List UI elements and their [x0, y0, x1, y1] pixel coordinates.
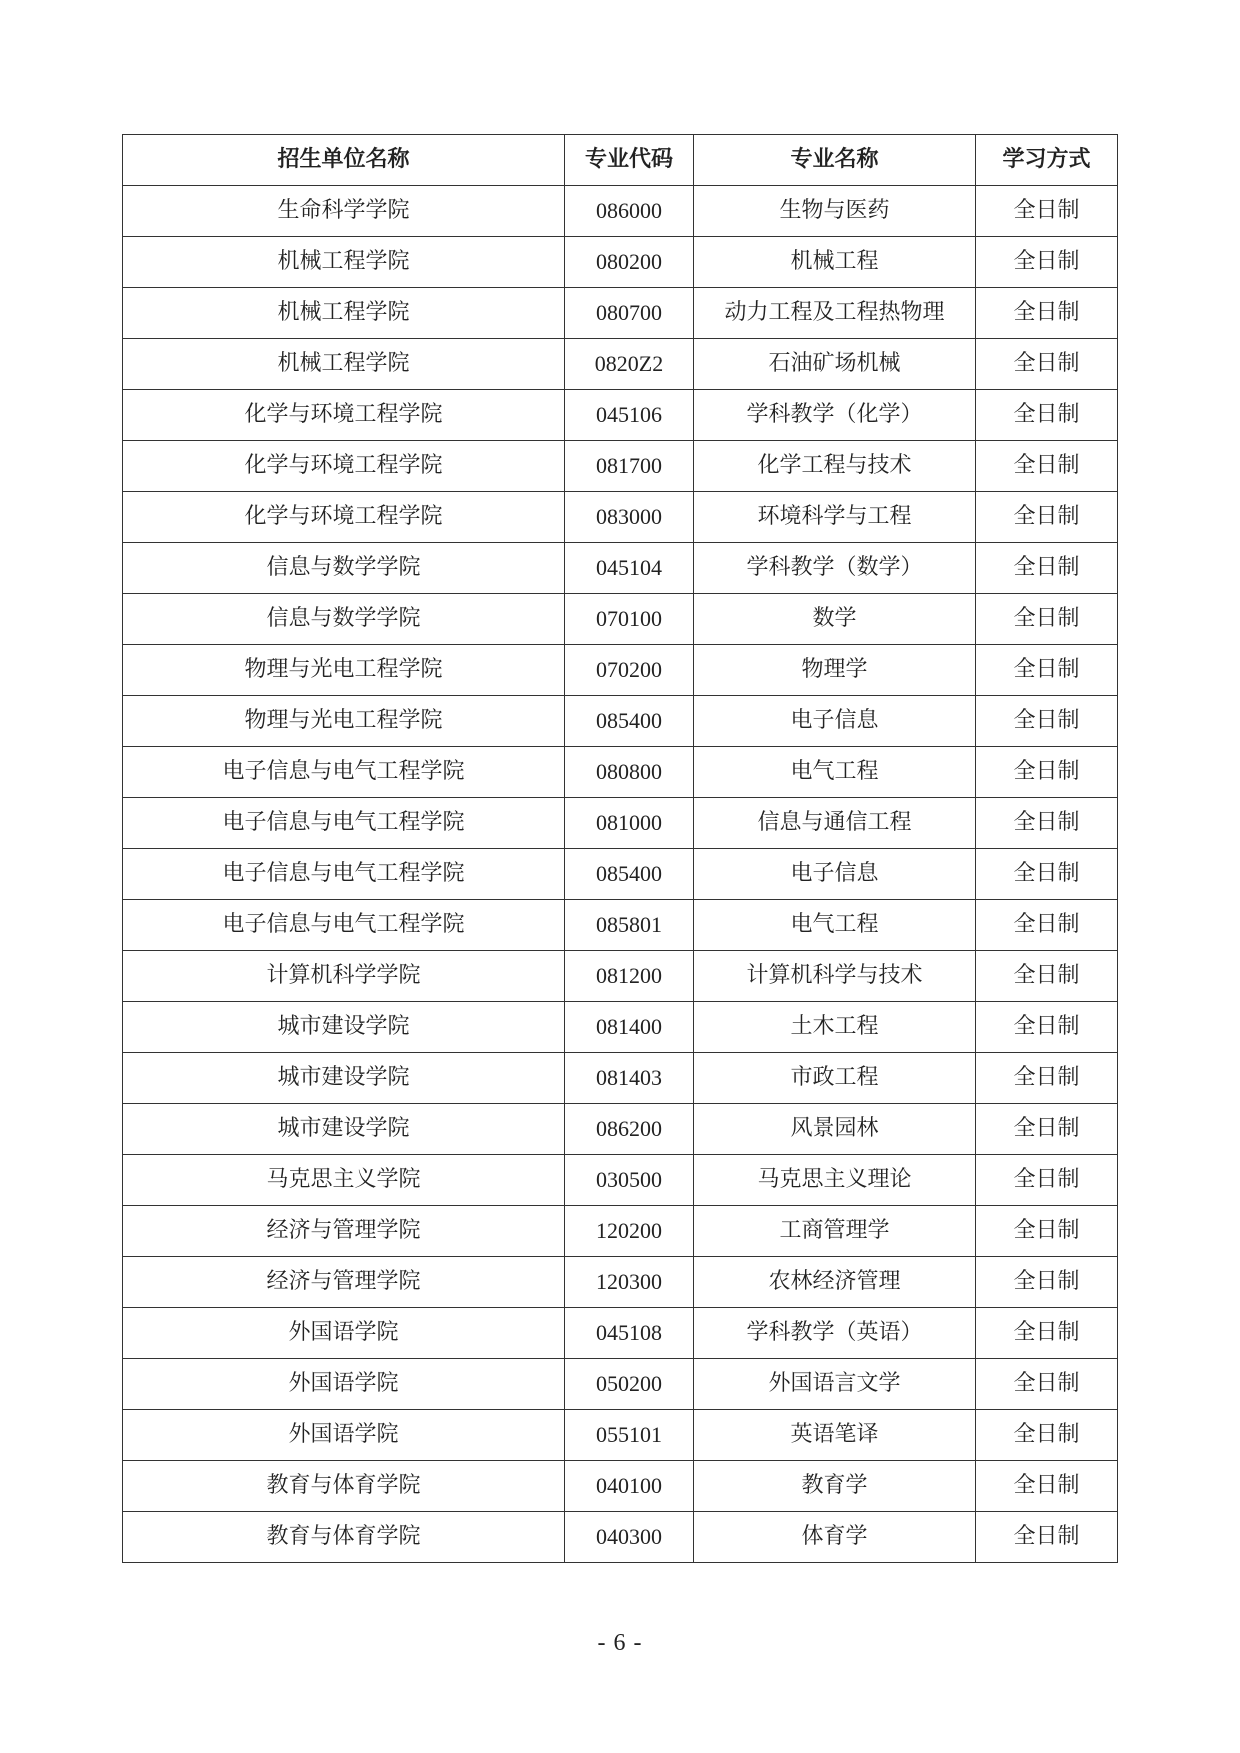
- cell-major-name: 学科教学（数学）: [694, 543, 976, 594]
- table-row: [123, 288, 1118, 339]
- table-row: [123, 492, 1118, 543]
- cell-study-mode: 全日制: [976, 237, 1118, 288]
- table-row: [123, 1512, 1118, 1563]
- cell-study-mode: 全日制: [976, 339, 1118, 390]
- cell-major-name: 工商管理学: [694, 1206, 976, 1257]
- table-row: [123, 1410, 1118, 1461]
- cell-unit-name: 教育与体育学院: [123, 1512, 565, 1563]
- cell-unit-name: 物理与光电工程学院: [123, 696, 565, 747]
- cell-study-mode: 全日制: [976, 1359, 1118, 1410]
- cell-major-code: 085400: [565, 849, 694, 900]
- cell-study-mode: 全日制: [976, 900, 1118, 951]
- cell-unit-name: 电子信息与电气工程学院: [123, 747, 565, 798]
- cell-major-code: 080800: [565, 747, 694, 798]
- table-row: [123, 1257, 1118, 1308]
- cell-major-code: 080700: [565, 288, 694, 339]
- cell-major-name: 马克思主义理论: [694, 1155, 976, 1206]
- table-row: [123, 1308, 1118, 1359]
- cell-unit-name: 教育与体育学院: [123, 1461, 565, 1512]
- cell-study-mode: 全日制: [976, 696, 1118, 747]
- table-row: [123, 747, 1118, 798]
- cell-major-code: 070200: [565, 645, 694, 696]
- cell-major-code: 080200: [565, 237, 694, 288]
- table-body: [123, 186, 1118, 1563]
- cell-major-name: 信息与通信工程: [694, 798, 976, 849]
- page-number: - 6 -: [597, 1630, 643, 1656]
- cell-study-mode: 全日制: [976, 1512, 1118, 1563]
- cell-major-code: 050200: [565, 1359, 694, 1410]
- table-row: [123, 696, 1118, 747]
- cell-major-name: 英语笔译: [694, 1410, 976, 1461]
- table-row: [123, 1104, 1118, 1155]
- table-row: [123, 900, 1118, 951]
- cell-study-mode: 全日制: [976, 951, 1118, 1002]
- cell-unit-name: 机械工程学院: [123, 339, 565, 390]
- admissions-table: [122, 134, 1118, 1563]
- cell-unit-name: 信息与数学学院: [123, 594, 565, 645]
- cell-major-name: 动力工程及工程热物理: [694, 288, 976, 339]
- cell-study-mode: 全日制: [976, 645, 1118, 696]
- cell-major-name: 电气工程: [694, 900, 976, 951]
- cell-major-code: 120300: [565, 1257, 694, 1308]
- table-row: [123, 339, 1118, 390]
- cell-major-name: 生物与医药: [694, 186, 976, 237]
- cell-major-code: 083000: [565, 492, 694, 543]
- cell-unit-name: 外国语学院: [123, 1410, 565, 1461]
- cell-major-code: 040300: [565, 1512, 694, 1563]
- cell-major-code: 045106: [565, 390, 694, 441]
- cell-study-mode: 全日制: [976, 186, 1118, 237]
- cell-unit-name: 电子信息与电气工程学院: [123, 900, 565, 951]
- table-row: [123, 798, 1118, 849]
- cell-unit-name: 化学与环境工程学院: [123, 441, 565, 492]
- table-header-row: [123, 135, 1118, 186]
- cell-major-code: 0820Z2: [565, 339, 694, 390]
- cell-major-name: 电子信息: [694, 696, 976, 747]
- cell-major-name: 计算机科学与技术: [694, 951, 976, 1002]
- cell-study-mode: 全日制: [976, 1206, 1118, 1257]
- header-study-mode: 学习方式: [976, 135, 1118, 186]
- cell-unit-name: 城市建设学院: [123, 1002, 565, 1053]
- cell-major-code: 081700: [565, 441, 694, 492]
- cell-unit-name: 机械工程学院: [123, 288, 565, 339]
- cell-major-name: 数学: [694, 594, 976, 645]
- cell-study-mode: 全日制: [976, 849, 1118, 900]
- cell-study-mode: 全日制: [976, 747, 1118, 798]
- cell-unit-name: 电子信息与电气工程学院: [123, 798, 565, 849]
- cell-major-name: 环境科学与工程: [694, 492, 976, 543]
- cell-unit-name: 化学与环境工程学院: [123, 390, 565, 441]
- table-row: [123, 237, 1118, 288]
- cell-unit-name: 物理与光电工程学院: [123, 645, 565, 696]
- cell-study-mode: 全日制: [976, 594, 1118, 645]
- cell-major-name: 土木工程: [694, 1002, 976, 1053]
- header-major-name: 专业名称: [694, 135, 976, 186]
- cell-study-mode: 全日制: [976, 1155, 1118, 1206]
- cell-major-name: 农林经济管理: [694, 1257, 976, 1308]
- cell-major-name: 电气工程: [694, 747, 976, 798]
- cell-unit-name: 经济与管理学院: [123, 1206, 565, 1257]
- cell-study-mode: 全日制: [976, 492, 1118, 543]
- table-row: [123, 1155, 1118, 1206]
- cell-unit-name: 计算机科学学院: [123, 951, 565, 1002]
- table-row: [123, 1053, 1118, 1104]
- table-row: [123, 1002, 1118, 1053]
- cell-unit-name: 机械工程学院: [123, 237, 565, 288]
- cell-unit-name: 外国语学院: [123, 1359, 565, 1410]
- cell-major-code: 085801: [565, 900, 694, 951]
- cell-study-mode: 全日制: [976, 1410, 1118, 1461]
- cell-major-code: 040100: [565, 1461, 694, 1512]
- table-row: [123, 543, 1118, 594]
- cell-study-mode: 全日制: [976, 1104, 1118, 1155]
- cell-major-code: 086000: [565, 186, 694, 237]
- cell-major-code: 070100: [565, 594, 694, 645]
- table-row: [123, 441, 1118, 492]
- cell-major-code: 081200: [565, 951, 694, 1002]
- cell-major-name: 体育学: [694, 1512, 976, 1563]
- cell-major-name: 学科教学（英语）: [694, 1308, 976, 1359]
- cell-unit-name: 城市建设学院: [123, 1104, 565, 1155]
- cell-major-code: 045108: [565, 1308, 694, 1359]
- cell-major-name: 学科教学（化学）: [694, 390, 976, 441]
- cell-major-name: 化学工程与技术: [694, 441, 976, 492]
- cell-major-code: 086200: [565, 1104, 694, 1155]
- table-row: [123, 1461, 1118, 1512]
- cell-unit-name: 马克思主义学院: [123, 1155, 565, 1206]
- cell-study-mode: 全日制: [976, 798, 1118, 849]
- cell-major-code: 081000: [565, 798, 694, 849]
- cell-major-name: 物理学: [694, 645, 976, 696]
- cell-major-name: 机械工程: [694, 237, 976, 288]
- table-row: [123, 951, 1118, 1002]
- cell-major-code: 045104: [565, 543, 694, 594]
- cell-unit-name: 信息与数学学院: [123, 543, 565, 594]
- cell-major-code: 081403: [565, 1053, 694, 1104]
- cell-study-mode: 全日制: [976, 441, 1118, 492]
- cell-unit-name: 化学与环境工程学院: [123, 492, 565, 543]
- cell-major-name: 风景园林: [694, 1104, 976, 1155]
- cell-study-mode: 全日制: [976, 1257, 1118, 1308]
- header-major-code: 专业代码: [565, 135, 694, 186]
- table-row: [123, 594, 1118, 645]
- cell-unit-name: 城市建设学院: [123, 1053, 565, 1104]
- cell-unit-name: 电子信息与电气工程学院: [123, 849, 565, 900]
- cell-study-mode: 全日制: [976, 1002, 1118, 1053]
- cell-major-code: 120200: [565, 1206, 694, 1257]
- cell-major-name: 石油矿场机械: [694, 339, 976, 390]
- cell-major-code: 030500: [565, 1155, 694, 1206]
- header-unit-name: 招生单位名称: [123, 135, 565, 186]
- cell-major-code: 081400: [565, 1002, 694, 1053]
- cell-major-code: 055101: [565, 1410, 694, 1461]
- cell-study-mode: 全日制: [976, 1308, 1118, 1359]
- table-row: [123, 390, 1118, 441]
- cell-study-mode: 全日制: [976, 543, 1118, 594]
- table-row: [123, 849, 1118, 900]
- table-row: [123, 645, 1118, 696]
- cell-major-name: 外国语言文学: [694, 1359, 976, 1410]
- cell-study-mode: 全日制: [976, 288, 1118, 339]
- cell-unit-name: 经济与管理学院: [123, 1257, 565, 1308]
- cell-major-name: 电子信息: [694, 849, 976, 900]
- cell-study-mode: 全日制: [976, 1053, 1118, 1104]
- cell-major-code: 085400: [565, 696, 694, 747]
- table-row: [123, 1206, 1118, 1257]
- cell-study-mode: 全日制: [976, 390, 1118, 441]
- table-row: [123, 186, 1118, 237]
- table-row: [123, 1359, 1118, 1410]
- cell-major-name: 教育学: [694, 1461, 976, 1512]
- cell-unit-name: 生命科学学院: [123, 186, 565, 237]
- cell-major-name: 市政工程: [694, 1053, 976, 1104]
- cell-unit-name: 外国语学院: [123, 1308, 565, 1359]
- cell-study-mode: 全日制: [976, 1461, 1118, 1512]
